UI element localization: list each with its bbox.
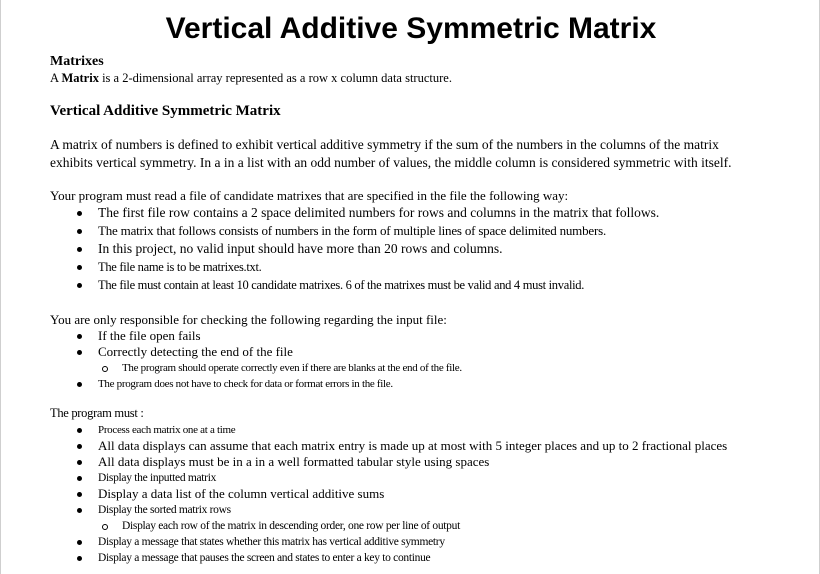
list-item [50, 376, 462, 392]
list-item-text: The file name is to be matrixes.txt. [98, 260, 262, 274]
def-prefix: A [50, 71, 62, 85]
def-bold-term: Matrix [61, 71, 99, 85]
list-item [50, 240, 659, 258]
checks-block [50, 311, 462, 392]
list-item-text: Display each row of the matrix in descending order, one row per line of output [122, 520, 460, 532]
bullet-icon [77, 229, 82, 234]
sub-list-item [50, 360, 462, 376]
list-item [50, 344, 462, 360]
bullet-icon [77, 283, 82, 288]
list-item-text: The program does not have to check for data or format errors in the file. [98, 378, 393, 390]
bullet-icon [77, 211, 82, 216]
list-item [50, 422, 727, 438]
circle-bullet-icon [102, 366, 108, 372]
list-item-text: All data displays must be in a in a well formatted tabular style using spaces [98, 454, 490, 469]
list-item [50, 258, 659, 276]
bullet-icon [77, 265, 82, 270]
list-item-text: If the file open fails [98, 328, 201, 343]
list-item [50, 550, 727, 566]
checks-list [50, 328, 462, 392]
bullet-icon [77, 508, 82, 513]
symmetry-paragraph [50, 136, 780, 172]
list-item [50, 534, 727, 550]
list-item [50, 470, 727, 486]
bullet-icon [77, 444, 82, 449]
page-title: Vertical Additive Symmetric Matrix [165, 12, 657, 45]
list-item-text: Display a message that states whether this matrix has vertical additive symmetry [98, 536, 445, 548]
program-must-block [50, 405, 727, 566]
bullet-icon [77, 492, 82, 497]
bullet-icon [77, 476, 82, 481]
program-must-lead: The program must : [50, 406, 144, 420]
list-item-text: The matrix that follows consists of numbers in the form of multiple lines of space delimited numbers. [98, 223, 607, 238]
paragraph-line: A matrix of numbers is defined to exhibit vertical additive symmetry if the sum of the numbers in the columns of the matrix [50, 137, 719, 152]
section-heading: Vertical Additive Symmetric Matrix [50, 103, 281, 119]
list-item-text: The file must contain at least 10 candidate matrixes. 6 of the matrixes must be valid and 4 must invalid. [98, 278, 585, 292]
list-item [50, 486, 727, 502]
bullet-icon [77, 247, 82, 252]
bullet-icon [77, 334, 82, 339]
circle-bullet-icon [102, 524, 108, 530]
list-item-text: All data displays can assume that each matrix entry is made up at most with 5 integer places and up to 2 fractional places [98, 438, 728, 453]
matrix-definition [50, 70, 452, 86]
file-spec-lead: Your program must read a file of candidate matrixes that are specified in the file the following way: [50, 188, 569, 203]
matrixes-heading: Matrixes [50, 54, 104, 69]
list-item [50, 502, 727, 518]
bullet-icon [77, 382, 82, 387]
list-item [50, 454, 727, 470]
list-item-text: Display the inputted matrix [98, 472, 217, 484]
list-item [50, 276, 659, 294]
list-item-text: Display a data list of the column vertical additive sums [98, 486, 385, 501]
list-item-text: Correctly detecting the end of the file [98, 344, 293, 359]
list-item [50, 222, 659, 240]
paragraph-line: exhibits vertical symmetry. In a in a list with an odd number of values, the middle column is considered symmetric with itself. [50, 155, 732, 170]
list-item [50, 438, 727, 454]
bullet-icon [77, 540, 82, 545]
file-spec-block [50, 187, 659, 294]
file-spec-list [50, 204, 659, 294]
list-item-text: The first file row contains a 2 space delimited numbers for rows and columns in the matrix that follows. [98, 205, 660, 220]
def-rest: is a 2-dimensional array represented as a row x column data structure. [98, 71, 452, 85]
list-item-text: Display a message that pauses the screen and states to enter a key to continue [98, 552, 431, 564]
checks-lead: You are only responsible for checking the following regarding the input file: [50, 312, 447, 327]
bullet-icon [77, 556, 82, 561]
list-item [50, 204, 659, 222]
sub-list-item [50, 518, 727, 534]
bullet-icon [77, 350, 82, 355]
list-item-text: Display the sorted matrix rows [98, 504, 231, 516]
bullet-icon [77, 460, 82, 465]
program-must-list [50, 422, 727, 566]
list-item-text: The program should operate correctly even if there are blanks at the end of the file. [122, 362, 462, 374]
bullet-icon [77, 428, 82, 433]
list-item [50, 328, 462, 344]
list-item-text: Process each matrix one at a time [98, 424, 236, 436]
list-item-text: In this project, no valid input should have more than 20 rows and columns. [98, 241, 503, 256]
